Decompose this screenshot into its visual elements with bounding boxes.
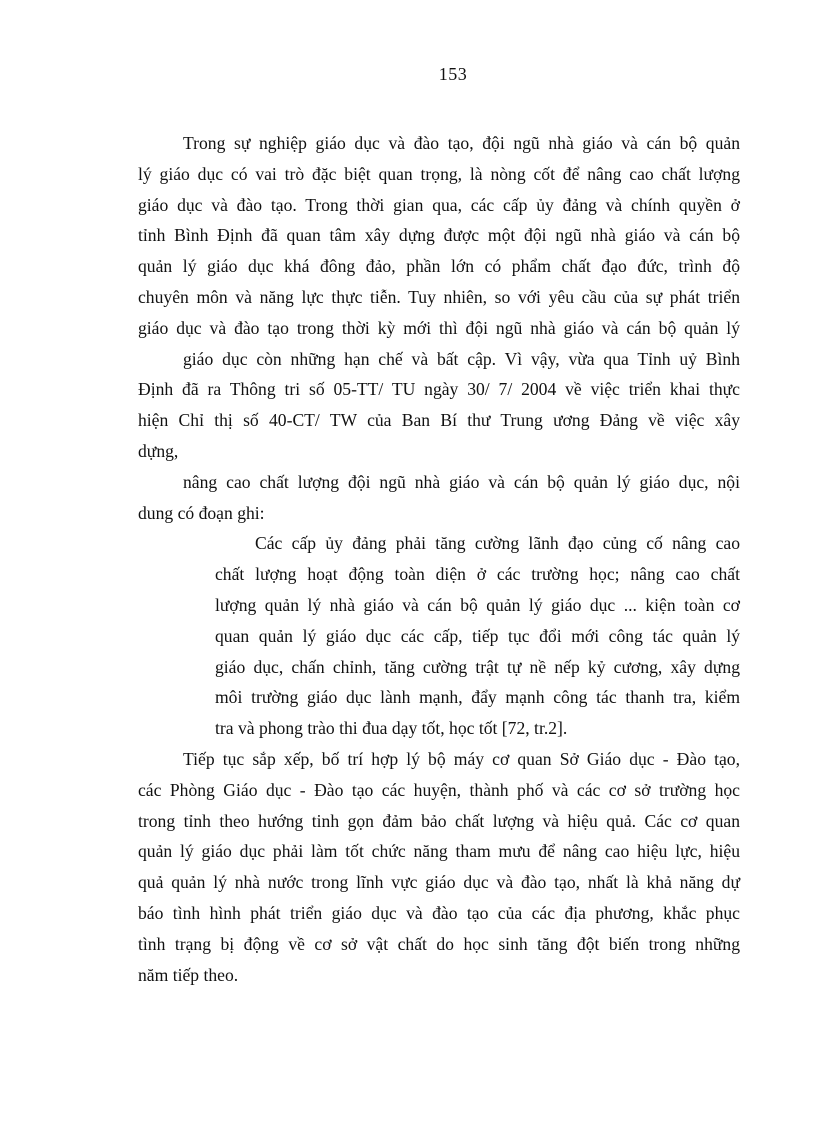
text-line: giáo dục còn những hạn chế và bất cập. Vì vậy, vừa qua Tỉnh uỷ Bình	[183, 348, 740, 369]
document-body	[138, 128, 740, 990]
block-quote	[138, 528, 740, 744]
text-line: nâng cao chất lượng đội ngũ nhà giáo và cán bộ quản lý giáo dục, nội	[183, 471, 740, 492]
quote-line: môi trường giáo dục lành mạnh, đẩy mạnh công tác thanh tra, kiểm	[215, 687, 740, 708]
text-line: lý giáo dục có vai trò đặc biệt quan trọng, là nòng cốt để nâng cao chất lượng	[138, 163, 740, 184]
text-line: trong tỉnh theo hướng tinh gọn đảm bảo chất lượng và hiệu quả. Các cơ quan	[138, 810, 740, 831]
quote-line: quan quản lý giáo dục các cấp, tiếp tục đổi mới công tác quản lý	[215, 625, 740, 646]
text-line: các Phòng Giáo dục - Đào tạo các huyện, thành phố và các cơ sở trường học	[138, 779, 740, 800]
paragraph-3	[138, 467, 740, 529]
text-line: báo tình hình phát triển giáo dục và đào tạo của các địa phương, khắc phục	[138, 902, 740, 923]
paragraph-4	[138, 744, 740, 990]
page-number: 153	[438, 64, 468, 84]
text-line: giáo dục và đào tạo trong thời kỳ mới thì đội ngũ nhà giáo và cán bộ quản lý	[138, 317, 740, 338]
text-line: Định đã ra Thông tri số 05-TT/ TU ngày 30/ 7/ 2004 về việc triển khai thực	[138, 379, 740, 400]
text-line: Trong sự nghiệp giáo dục và đào tạo, đội ngũ nhà giáo và cán bộ quản	[183, 133, 740, 153]
text-line: tình trạng bị động về cơ sở vật chất do học sinh tăng đột biến trong những	[138, 933, 740, 954]
text-line: dựng,	[138, 440, 179, 461]
text-line: dung có đoạn ghi:	[138, 502, 265, 523]
text-line: quản lý giáo dục phải làm tốt chức năng tham mưu để nâng cao hiệu lực, hiệu	[138, 841, 740, 862]
quote-line: giáo dục, chấn chỉnh, tăng cường trật tự nề nếp kỷ cương, xây dựng	[215, 656, 740, 677]
paragraph-1	[138, 128, 740, 344]
text-line: hiện Chỉ thị số 40-CT/ TW của Ban Bí thư Trung ương Đảng về việc xây	[138, 410, 740, 431]
text-line: Tiếp tục sắp xếp, bố trí hợp lý bộ máy cơ quan Sở Giáo dục - Đào tạo,	[183, 748, 740, 769]
text-line: chuyên môn và năng lực thực tiễn. Tuy nhiên, so với yêu cầu của sự phát triển	[138, 286, 740, 307]
text-line: quả quản lý nhà nước trong lĩnh vực giáo dục và đào tạo, nhất là khả năng dự	[138, 872, 740, 893]
quote-line: tra và phong trào thi đua dạy tốt, học tốt [72, tr.2].	[215, 718, 568, 739]
text-line: quản lý giáo dục khá đông đảo, phần lớn có phẩm chất đạo đức, trình độ	[138, 256, 740, 277]
quote-line: lượng quản lý nhà giáo và cán bộ quản lý giáo dục ... kiện toàn cơ	[215, 594, 740, 615]
text-line: giáo dục và đào tạo. Trong thời gian qua, các cấp ủy đảng và chính quyền ở	[138, 194, 740, 215]
quote-line: Các cấp ủy đảng phải tăng cường lãnh đạo củng cố nâng cao	[255, 533, 740, 554]
quote-line: chất lượng hoạt động toàn diện ở các trường học; nâng cao chất	[215, 564, 740, 585]
text-line: tỉnh Bình Định đã quan tâm xây dựng được một đội ngũ nhà giáo và cán bộ	[138, 225, 740, 246]
paragraph-2	[138, 344, 740, 467]
text-line: năm tiếp theo.	[138, 964, 239, 985]
